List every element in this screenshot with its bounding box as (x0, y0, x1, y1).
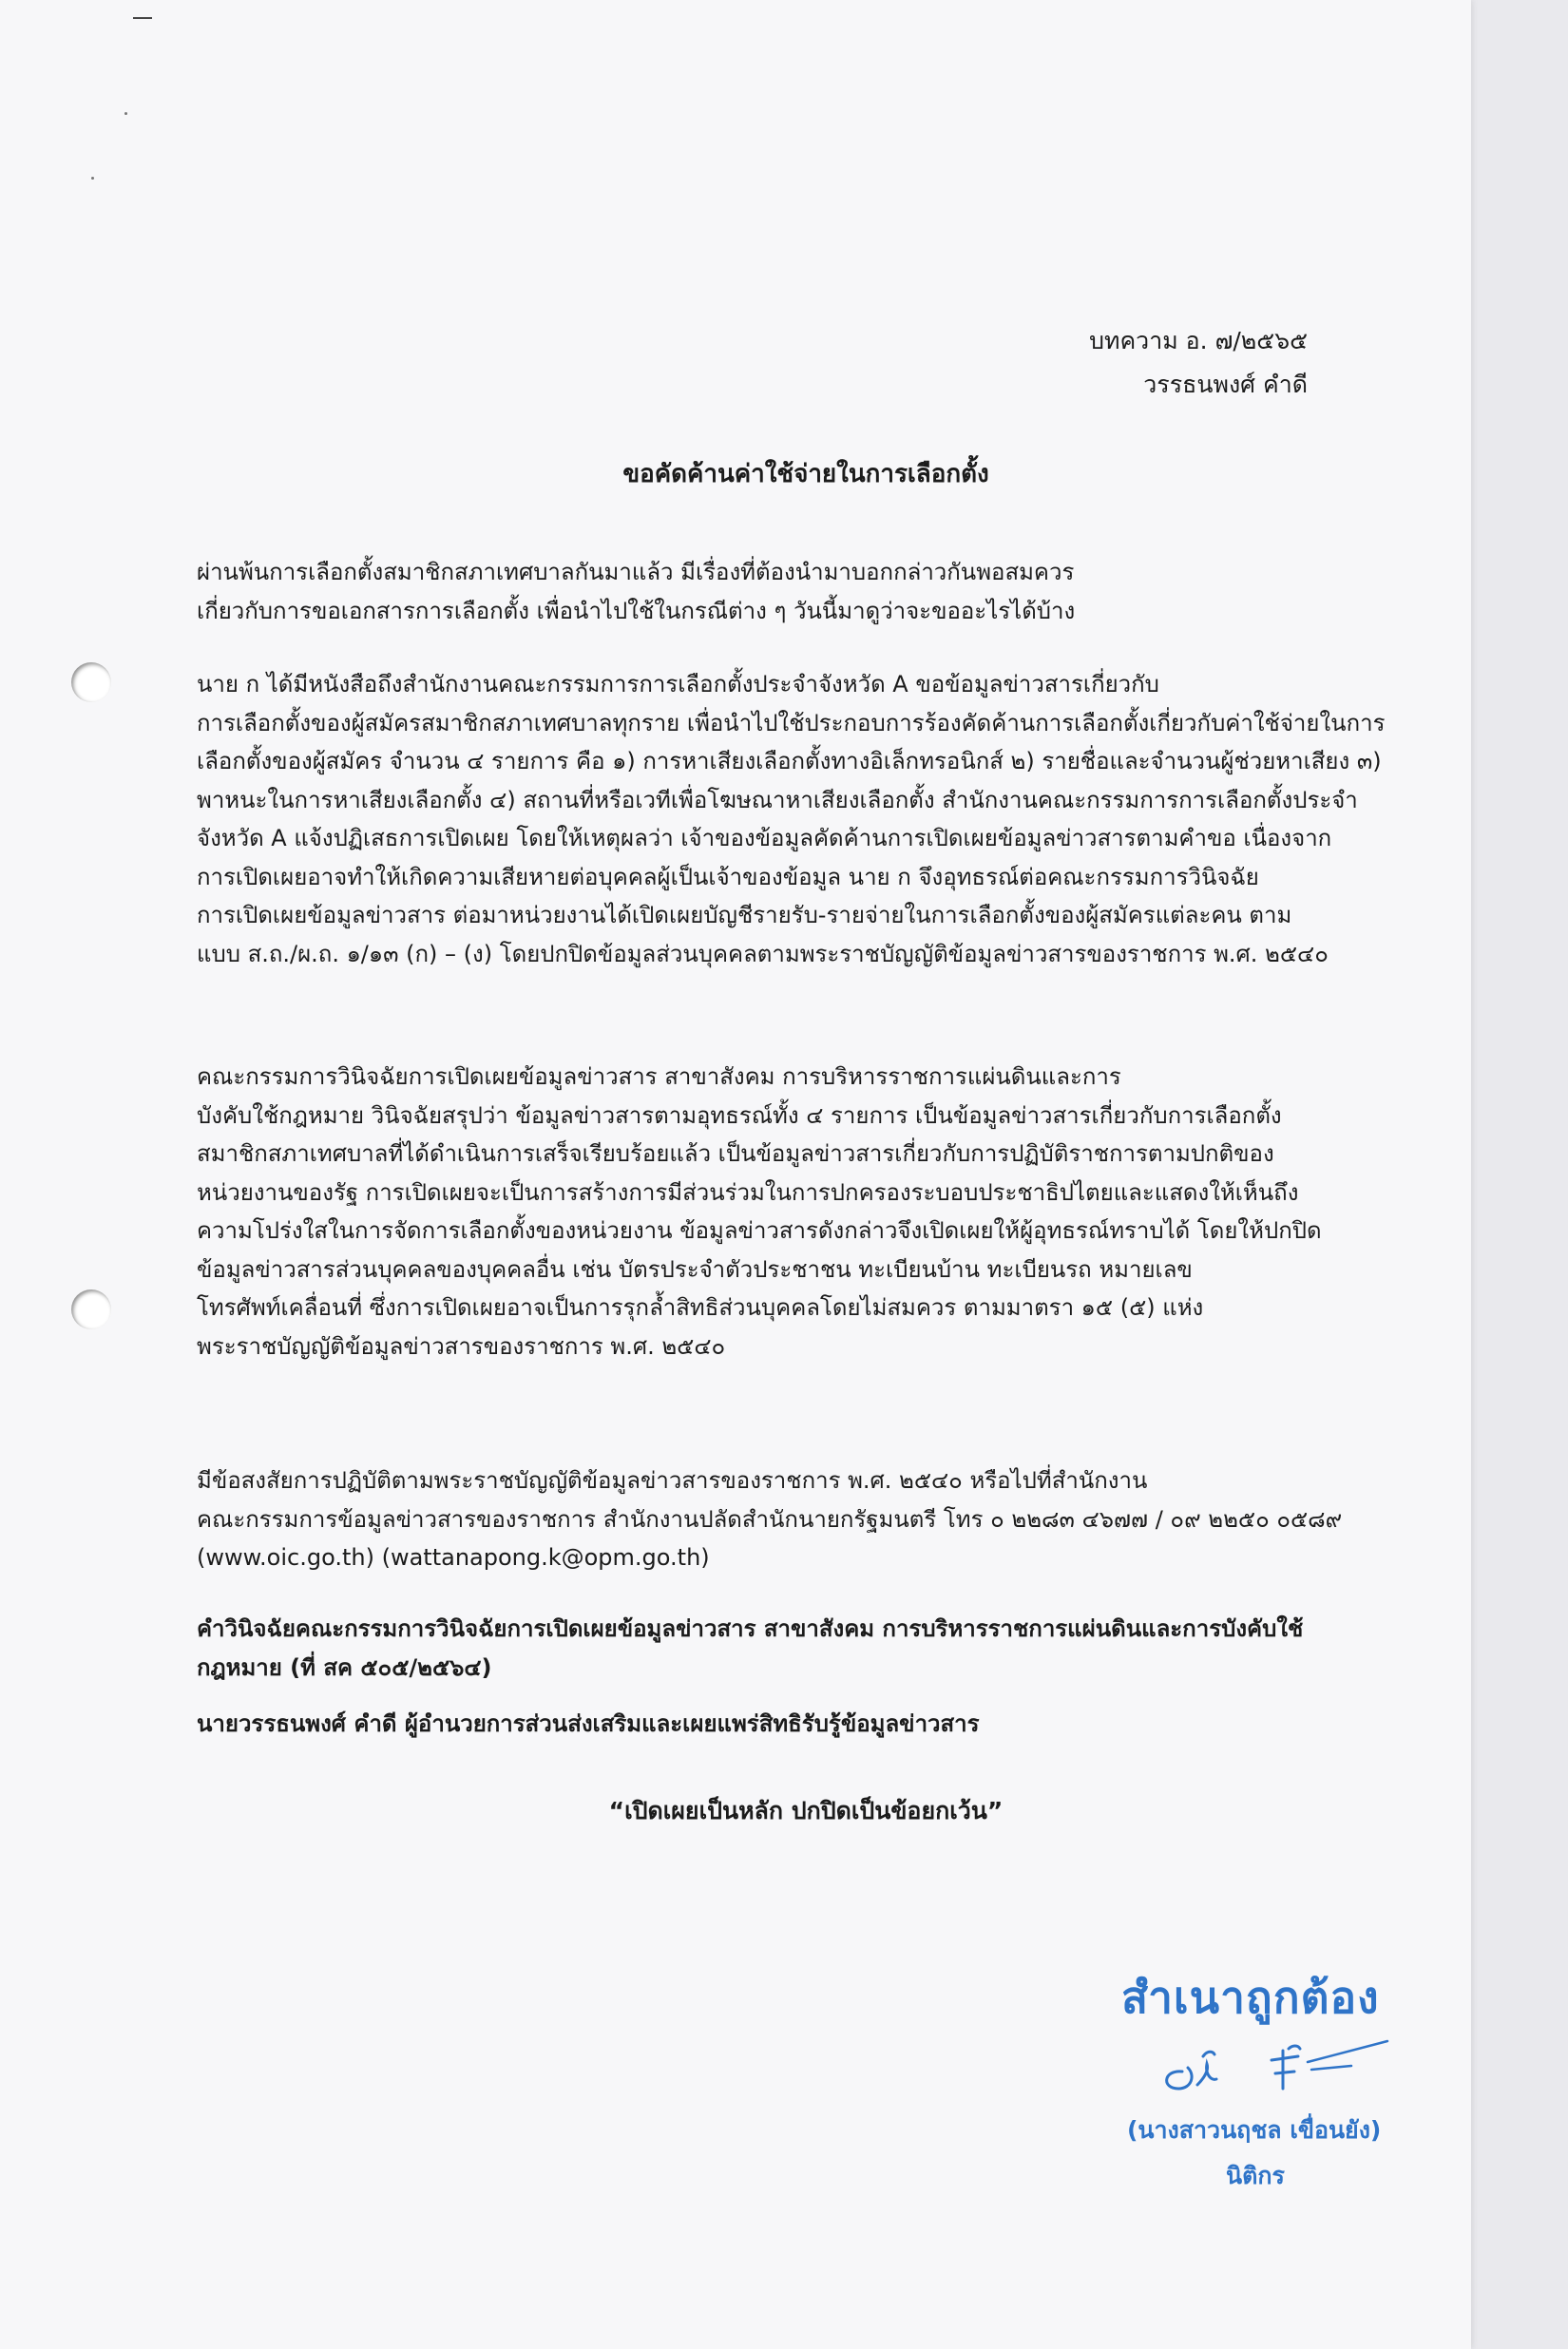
scan-mark (133, 17, 152, 19)
signer-title: นิติกร (1226, 2162, 1285, 2189)
article-author: วรรธนพงศ์ คำดี (1143, 371, 1308, 398)
article-ref: บทความ อ. ๗/๒๕๖๕ (1089, 327, 1308, 354)
paragraph-decision: คณะกรรมการวินิจฉัยการเปิดเผยข้อมูลข่าวสาร สาขาสังคม การบริหารราชการแผ่นดินและการ บังคับใช้กฎหมาย วินิจฉัยสรุปว่า ข้อมูลข่าวสารตามอุทธรณ์ทั้ง ๔ รายการ เป็นข้อมูลข่าวสารเกี่ยวกับการเลือกตั้ง สมาชิกสภาเทศบาลที่ได้ดำเนินการเสร็จเรียบร้อยแล้ว เป็นข้อมูลข่าวสารเกี่ยวกับการปฏิบัติราชการตามปกติของ หน่วยงานของรัฐ การเปิดเผยจะเป็นการสร้างการมีส่วนร่วมในการปกครองระบอบประชาธิปไตยและแสดงให้เห็นถึง ความโปร่งใสในการจัดการเลือกตั้งของหน่วยงาน ข้อมูลข่าวสารดังกล่าวจึงเปิดเผยให้ผู้อุทธรณ์ทราบได้ โดยให้ปกปิด ข้อมูลข่าวสารส่วนบุคคลของบุคคลอื่น เช่น บัตรประจำตัวประชาชน ทะเบียนบ้าน ทะเบียนรถ หมายเลข โทรศัพท์เคลื่อนที่ ซึ่งการเปิดเผยอาจเป็นการรุกล้ำสิทธิส่วนบุคคลโดยไม่สมควร ตามมาตรา ๑๕ (๕) แห่ง พระราชบัญญัติข้อมูลข่าวสารของราชการ พ.ศ. ๒๕๔๐ (197, 1063, 1322, 1360)
author-line: นายวรรธนพงศ์ คำดี ผู้อำนวยการส่วนส่งเสริมและเผยแพร่สิทธิรับรู้ข้อมูลข่าวสาร (197, 1710, 980, 1737)
motto: “เปิดเผยเป็นหลัก ปกปิดเป็นข้อยกเว้น” (608, 1797, 1004, 1824)
paragraph-case: นาย ก ได้มีหนังสือถึงสำนักงานคณะกรรมการการเลือกตั้งประจำจังหวัด A ขอข้อมูลข่าวสารเกี่ยวกับ การเลือกตั้งของผู้สมัครสมาชิกสภาเทศบาลทุกราย เพื่อนำไปใช้ประกอบการร้องคัดค้านการเลือกตั้งเกี่ยวกับค่าใช้จ่ายในการ เลือกตั้งของผู้สมัคร จำนวน ๔ รายการ คือ ๑) การหาเสียงเลือกตั้งทางอิเล็กทรอนิกส์ ๒) รายชื่อและจำนวนผู้ช่วยหาเสียง ๓) พาหนะในการหาเสียงเลือกตั้ง ๔) สถานที่หรือเวทีเพื่อโฆษณาหาเสียงเลือกตั้ง สำนักงานคณะกรรมการการเลือกตั้งประจำ จังหวัด A แจ้งปฏิเสธการเปิดเผย โดยให้เหตุผลว่า เจ้าของข้อมูลคัดค้านการเปิดเผยข้อมูลข่าวสารตามคำขอ เนื่องจาก การเปิดเผยอาจทำให้เกิดความเสียหายต่อบุคคลผู้เป็นเจ้าของข้อมูล นาย ก จึงอุทธรณ์ต่อคณะกรรมการวินิจฉัย การเปิดเผยข้อมูลข่าวสาร ต่อมาหน่วยงานได้เปิดเผยบัญชีรายรับ-รายจ่ายในการเลือกตั้งของผู้สมัครแต่ละคน ตาม แบบ ส.ถ./ผ.ถ. ๑/๑๓ (ก) – (ง) โดยปกปิดข้อมูลส่วนบุคคลตามพระราชบัญญัติข้อมูลข่าวสารของราชการ พ.ศ. ๒๕๔๐ (197, 671, 1386, 967)
document-title: ขอคัดค้านค่าใช้จ่ายในการเลือกตั้ง (622, 460, 989, 488)
punch-hole (71, 1289, 111, 1329)
scan-speck (124, 112, 127, 115)
signer-name: (นางสาวนฤชล เขื่อนยัง) (1127, 2116, 1382, 2144)
ruling-reference: คำวินิจฉัยคณะกรรมการวินิจฉัยการเปิดเผยข้อมูลข่าวสาร สาขาสังคม การบริหารราชการแผ่นดินและการบังคับใช้ กฎหมาย (ที่ สค ๕๐๕/๒๕๖๔) (197, 1615, 1304, 1681)
article-reference-block (1089, 319, 1308, 407)
scan-speck (91, 177, 94, 180)
handwritten-signature (1150, 2032, 1397, 2098)
certified-copy-stamp: สำเนาถูกต้อง (1121, 1972, 1380, 2023)
punch-hole (71, 662, 111, 702)
paragraph-intro: ผ่านพ้นการเลือกตั้งสมาชิกสภาเทศบาลกันมาแล้ว มีเรื่องที่ต้องนำมาบอกกล่าวกันพอสมควร เกี่ยวกับการขอเอกสารการเลือกตั้ง เพื่อนำไปใช้ในกรณีต่าง ๆ วันนี้มาดูว่าจะขออะไรได้บ้าง (197, 559, 1076, 624)
paragraph-contact: มีข้อสงสัยการปฏิบัติตามพระราชบัญญัติข้อมูลข่าวสารของราชการ พ.ศ. ๒๕๔๐ หรือไปที่สำนักงาน คณะกรรมการข้อมูลข่าวสารของราชการ สำนักงานปลัดสำนักนายกรัฐมนตรี โทร ๐ ๒๒๘๓ ๔๖๗๗ / ๐๙ ๒๒๕๐ ๐๕๘๙ (www.oic.go.th) (wattanapong.k@opm.go.th) (197, 1467, 1343, 1571)
